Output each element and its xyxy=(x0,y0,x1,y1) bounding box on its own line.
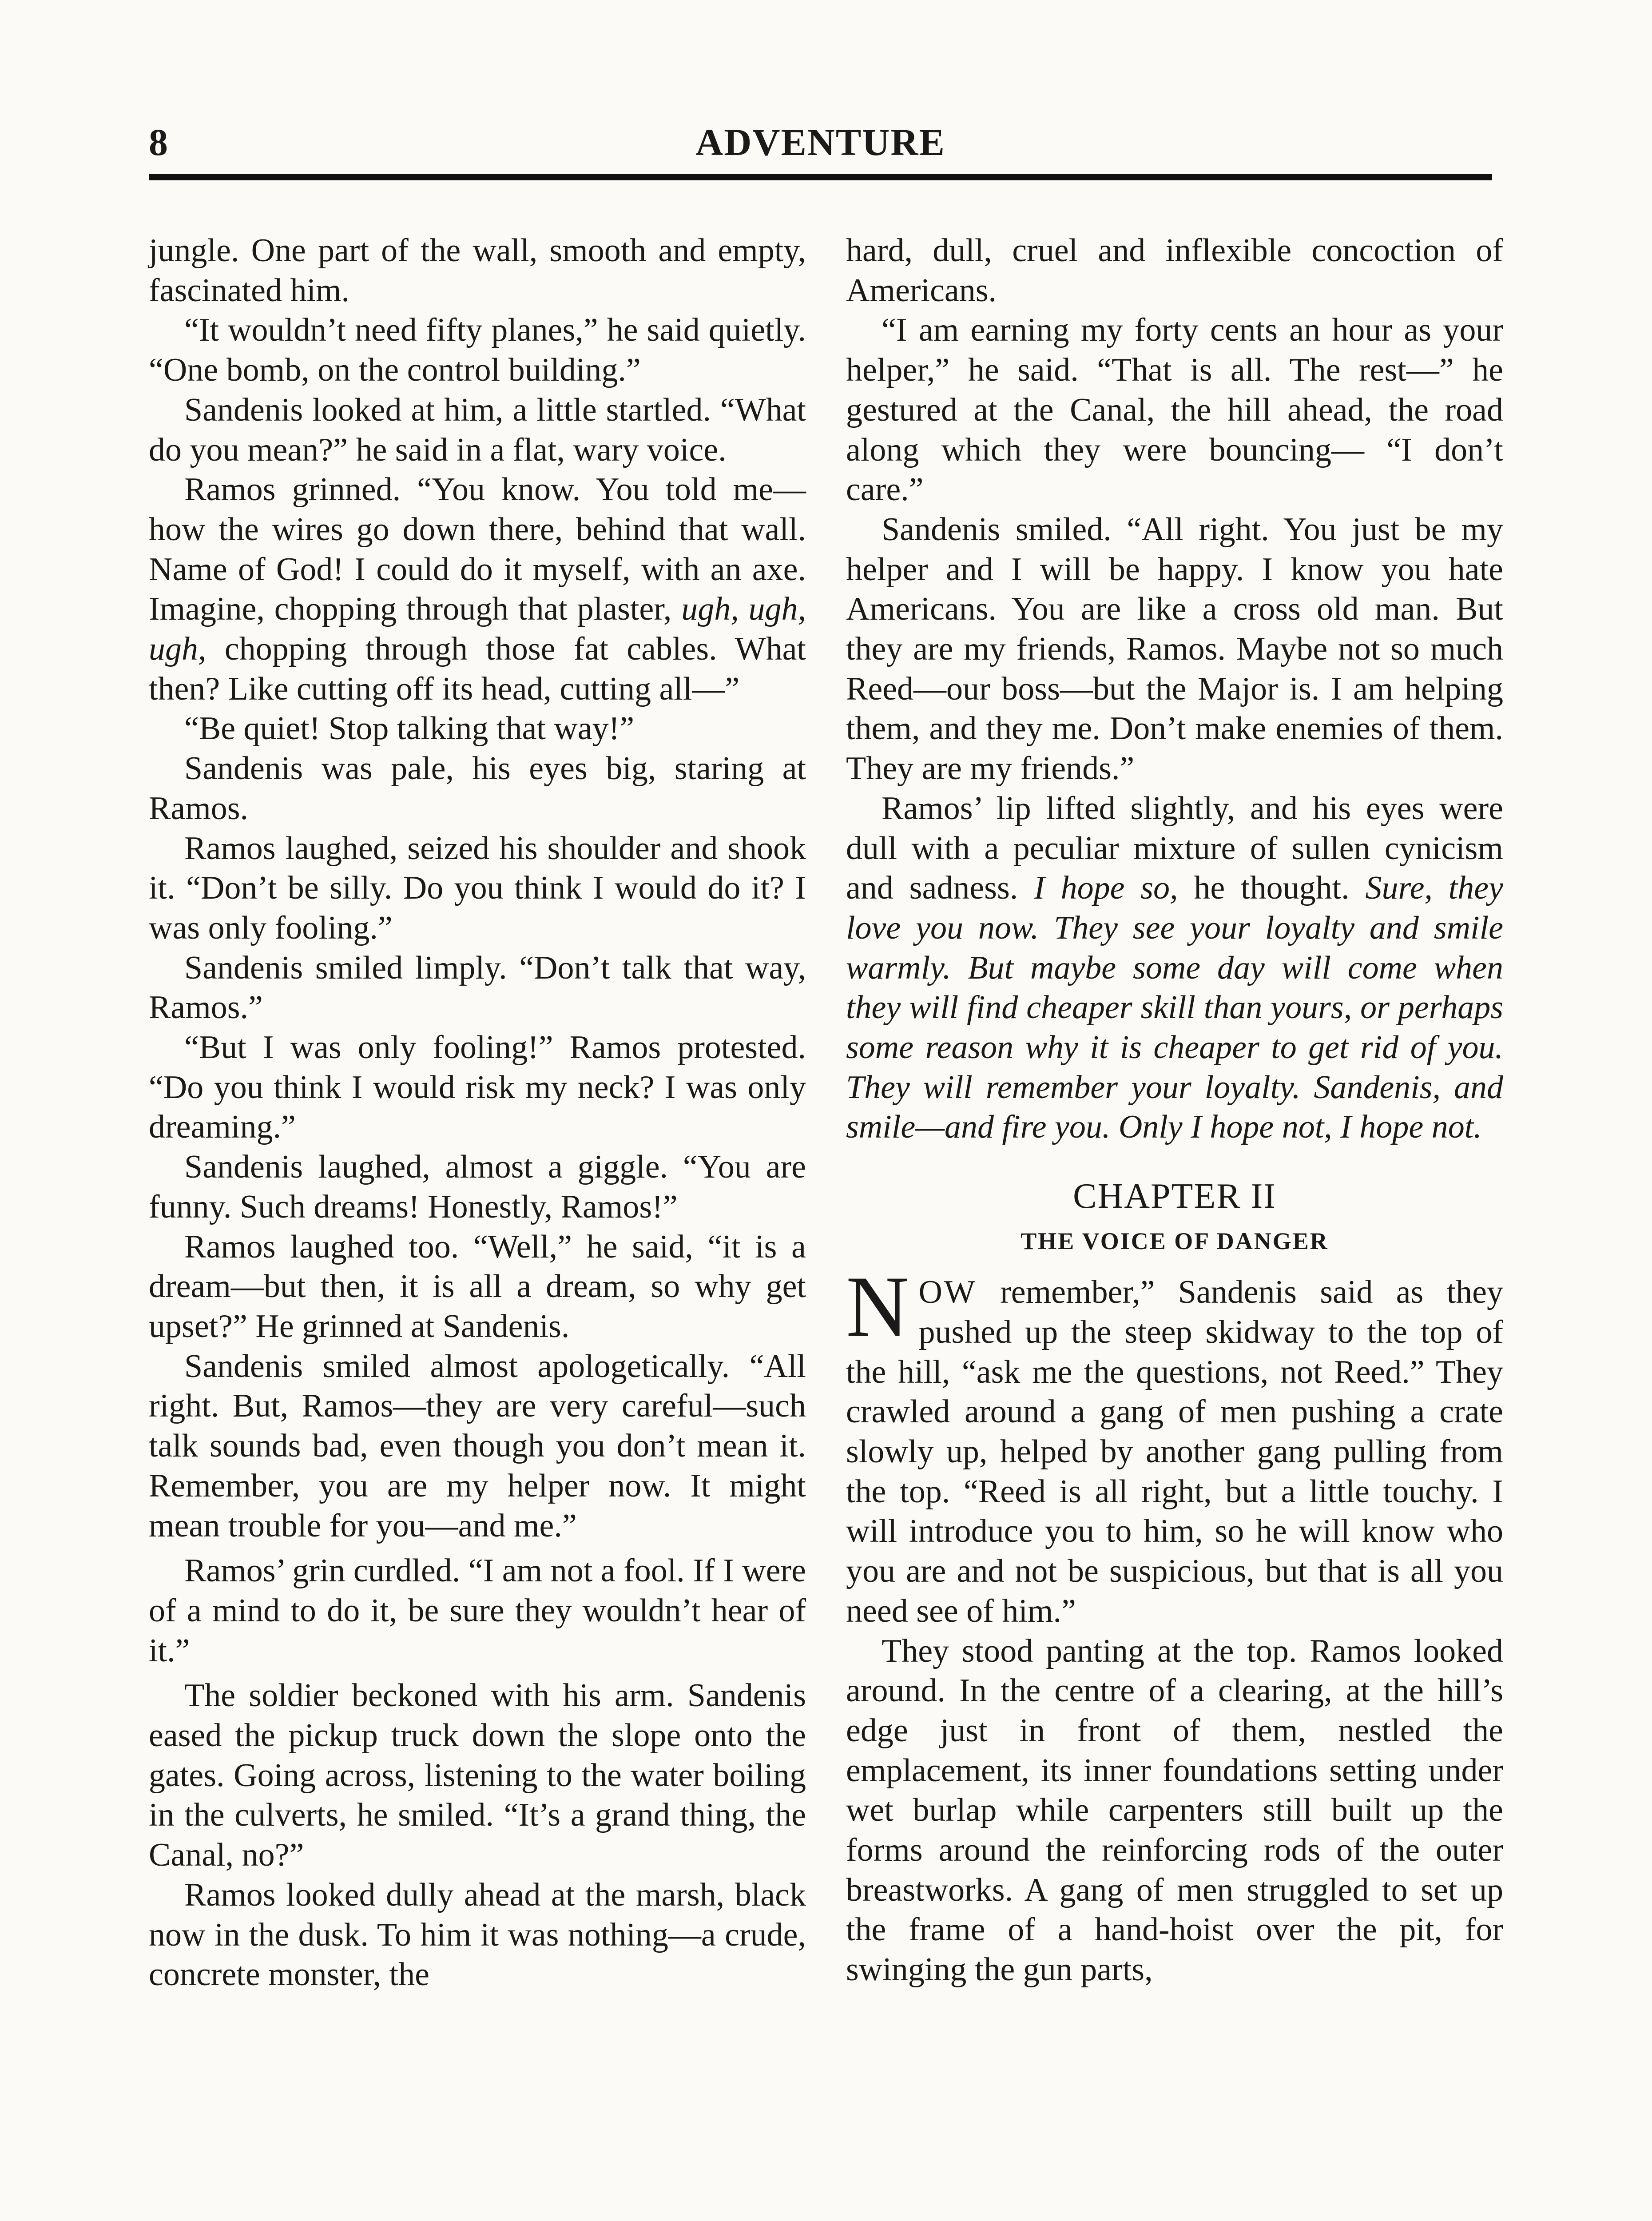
paragraph: “It wouldn’t need fifty planes,” he said quietly. “One bomb, on the control building.” xyxy=(149,312,806,389)
text-run: he thought. xyxy=(1178,870,1366,907)
paragraph: Ramos’ grin curdled. “I am not a fool. If I were of a mind to do it, be sure they wouldn’t hear of it.” xyxy=(149,1552,806,1669)
paragraph: “I am earning my forty cents an hour as your helper,” he said. “That is all. The rest—” he gestured at the Canal, the hill ahead, the road along which they were bouncing— “I don’t care.” xyxy=(846,312,1503,508)
italic-text: I hope so, xyxy=(1034,870,1178,907)
right-column xyxy=(846,231,1503,1990)
paragraph: Ramos laughed, seized his shoulder and shook it. “Don’t be silly. Do you think I would do it? I was only fooling.” xyxy=(149,830,806,946)
paragraph: They stood panting at the top. Ramos looked around. In the centre of a clearing, at the hill’s edge just in front of them, nestled the emplacement, its inner foundations setting under wet burlap while carpenters still built up the forms around the reinforcing rods of the outer breastworks. A gang of men struggled to set up the frame of a hand-hoist over the pit, for swinging the gun parts, xyxy=(846,1632,1503,1988)
chapter-title: CHAPTER II xyxy=(1073,1177,1276,1216)
paragraph: Sandenis looked at him, a little startled. “What do you mean?” he said in a flat, wary voice. xyxy=(149,391,806,468)
paragraph: Sandenis smiled almost apologetically. “All right. But, Ramos—they are very careful—such talk sounds bad, even though you don’t mean it. Remember, you are my helper now. It might mean trouble for you—and me.” xyxy=(149,1348,806,1544)
left-column xyxy=(149,231,806,1995)
paragraph xyxy=(846,1258,1503,1631)
paragraph: The soldier beckoned with his arm. Sandenis eased the pickup truck down the slope onto the gates. Going across, listening to the water boiling in the culverts, he smiled. “It’s a grand thing, the Canal, no?” xyxy=(149,1677,806,1874)
paragraph: Sandenis smiled. “All right. You just be my helper and I will be happy. I know you hate Americans. You are like a cross old man. But they are my friends, Ramos. Maybe not so much Reed—our boss—but the Major is. I am helping them, and they me. Don’t make enemies of them. They are my friends.” xyxy=(846,511,1503,787)
paragraph xyxy=(149,470,806,709)
paragraph: jungle. One part of the wall, smooth and empty, fascinated him. xyxy=(149,232,806,309)
text-run: remember,” Sandenis said as they pushed up the steep skidway to the top of the hill, “ask me the questions, not Reed.” They crawled around a gang of men pushing a crate slowly up, helped by another gang pulling from the top. “Reed is all right, but a little touchy. I will introduce you to him, so he will know who you are and not be suspicious, but that is all you need see of him.” xyxy=(846,1274,1503,1629)
paragraph: Sandenis was pale, his eyes big, staring at Ramos. xyxy=(149,750,806,827)
drop-cap: N xyxy=(846,1258,909,1355)
page-header xyxy=(149,118,1492,171)
text-run: chopping through those fat cables. What then? Like cutting off its head, cutting all—” xyxy=(149,631,806,707)
page-number: 8 xyxy=(149,121,168,163)
paragraph xyxy=(846,789,1503,1147)
paragraph: “Be quiet! Stop talking that way!” xyxy=(184,710,635,747)
paragraph: Sandenis smiled limply. “Don’t talk that way, Ramos.” xyxy=(149,949,806,1026)
paragraph: Ramos laughed too. “Well,” he said, “it is a dream—but then, it is all a dream, so why get upset?” He grinned at Sandenis. xyxy=(149,1228,806,1345)
paragraph: Sandenis laughed, almost a giggle. “You are funny. Such dreams! Honestly, Ramos!” xyxy=(149,1149,806,1225)
text-run: Ramos’ lip lifted slightly, and his eyes were dull with a peculiar mixture of sullen cynicism and sadness. xyxy=(846,790,1503,907)
text-run: Ramos grinned. “You know. You told me—how the wires go down there, behind that wall. Name of God! I could do it myself, with an axe. Imagine, chopping through that plaster, xyxy=(149,471,806,628)
paragraph: hard, dull, cruel and inflexible concoction of Americans. xyxy=(846,232,1503,309)
italic-text: ugh, ugh, ugh, xyxy=(149,591,806,668)
paragraph: “But I was only fooling!” Ramos protested. “Do you think I would risk my neck? I was only dreaming.” xyxy=(149,1029,806,1146)
chapter-subtitle: THE VOICE OF DANGER xyxy=(1021,1228,1329,1255)
magazine-title: ADVENTURE xyxy=(695,121,945,163)
small-caps-text: OW xyxy=(918,1274,977,1311)
italic-text: Sure, they love you now. They see your loyalty and smile warmly. But maybe some day will come when they will find cheaper skill than yours, or perhaps some reason why it is cheaper to get rid of you. They will remember your loyalty. Sandenis, and smile—and fire you. Only I hope not, I hope not. xyxy=(846,870,1503,1146)
paragraph: Ramos looked dully ahead at the marsh, black now in the dusk. To him it was nothing—a crude, concrete monster, the xyxy=(149,1876,806,1993)
header-rule xyxy=(149,174,1492,180)
